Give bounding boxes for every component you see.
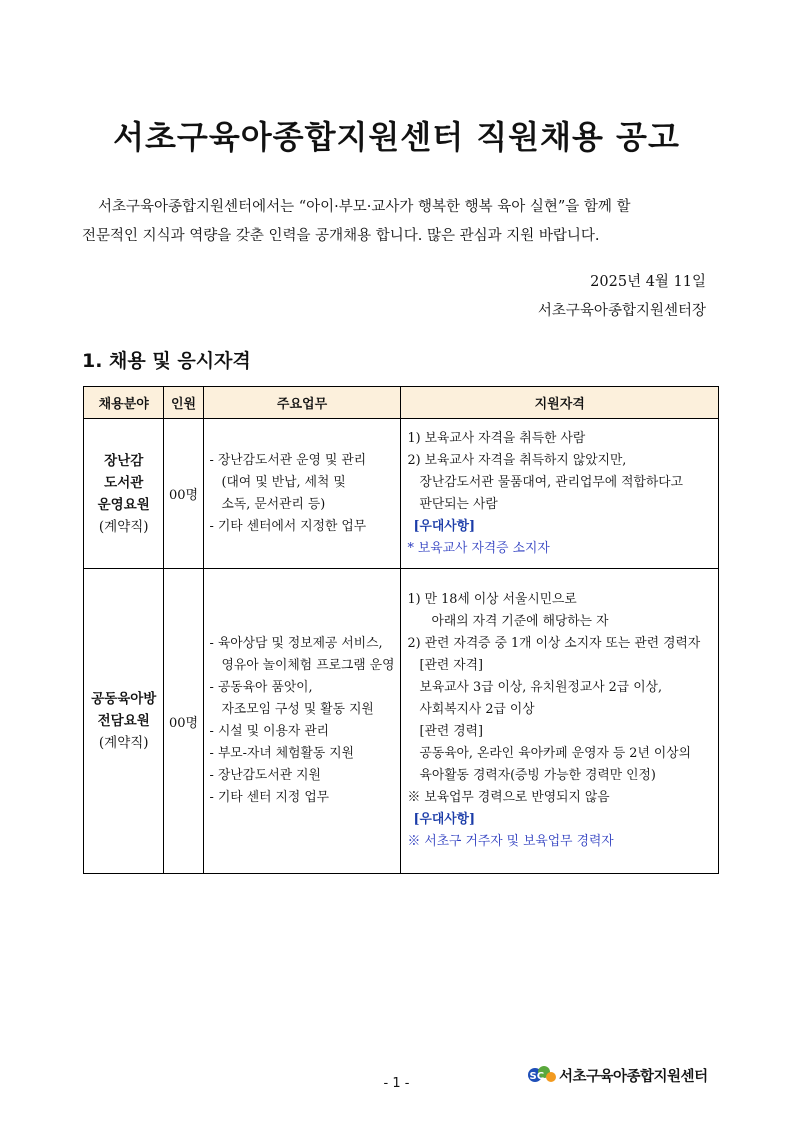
qualification-line: 육아활동 경력자(증빙 가능한 경력만 인정) xyxy=(419,768,656,783)
qualification-line: 사회복지사 2급 이상 xyxy=(419,702,535,717)
preference-item: ※ 서초구 거주자 및 보육업무 경력자 xyxy=(407,834,614,849)
recruitment-table xyxy=(83,386,719,874)
field-cell xyxy=(84,419,164,569)
duty-line: 소독, 문서관리 등) xyxy=(221,496,326,512)
intro-line-2: 전문적인 지식과 역량을 갖춘 인력을 공개채용 합니다. 많은 관심과 지원 바랍니다. xyxy=(82,228,600,244)
duties-cell xyxy=(203,569,401,874)
header-field: 채용분야 xyxy=(84,387,164,419)
qualification-line: 2) 관련 자격증 중 1개 이상 소지자 또는 관련 경력자 xyxy=(407,636,701,651)
duty-line: - 육아상담 및 정보제공 서비스, xyxy=(209,636,383,651)
issuer: 서초구육아종합지원센터장 xyxy=(537,303,706,319)
preference-heading: [우대사항] xyxy=(413,518,476,534)
qualification-line: 판단되는 사람 xyxy=(419,496,498,512)
duty-line: - 장난감도서관 지원 xyxy=(209,768,321,783)
field-name-line: 전담요원 xyxy=(97,713,150,729)
qualification-line: ※ 보육업무 경력으로 반영되지 않음 xyxy=(407,790,610,805)
preference-heading: [우대사항] xyxy=(413,812,476,827)
table-row xyxy=(84,419,719,569)
header-duties: 주요업무 xyxy=(203,387,401,419)
field-name-line: 운영요원 xyxy=(97,496,150,513)
table-header-row xyxy=(84,387,719,419)
count-cell: 00명 xyxy=(164,569,203,874)
duty-line: - 부모-자녀 체험활동 지원 xyxy=(209,746,355,761)
duty-line: - 시설 및 이용자 관리 xyxy=(209,724,330,739)
field-name-line: 공동육아방 xyxy=(91,691,157,707)
header-qualification: 지원자격 xyxy=(401,387,719,419)
field-name-line: 도서관 xyxy=(104,474,144,491)
center-logo xyxy=(527,1064,708,1086)
duty-line: - 장난감도서관 운영 및 관리 xyxy=(209,452,367,468)
duty-line: - 공동육아 품앗이, xyxy=(209,680,313,695)
duty-line: - 기타 센터에서 지정한 업무 xyxy=(209,518,367,534)
duty-line: 영유아 놀이체험 프로그램 운영 xyxy=(221,658,395,673)
center-logo-mark-icon xyxy=(527,1064,557,1086)
intro-paragraph xyxy=(82,193,712,251)
duties-cell xyxy=(203,419,401,569)
qualification-line: 아래의 자격 기준에 해당하는 자 xyxy=(431,614,609,629)
field-type: (계약직) xyxy=(98,735,149,751)
intro-line-1: 서초구육아종합지원센터에서는 “아이·부모·교사가 행복한 행복 육아 실현”을 함께 할 xyxy=(98,199,631,215)
duty-line: - 기타 센터 지정 업무 xyxy=(209,790,330,805)
page-title: 서초구육아종합지원센터 직원채용 공고 xyxy=(113,118,680,156)
logo-text: 서초구육아종합지원센터 xyxy=(559,1068,708,1085)
preference-item: * 보육교사 자격증 소지자 xyxy=(407,540,550,556)
qualification-line: 2) 보육교사 자격을 취득하지 않았지만, xyxy=(407,452,627,468)
qualification-line: 공동육아, 온라인 육아카페 운영자 등 2년 이상의 xyxy=(419,746,691,761)
duty-line: (대여 및 반납, 세척 및 xyxy=(221,474,346,490)
qualification-line: 장난감도서관 물품대여, 관리업무에 적합하다고 xyxy=(419,474,683,490)
logo-mark-letters: SC xyxy=(529,1071,545,1082)
announcement-date: 2025년 4월 11일 xyxy=(590,274,706,290)
duty-line: 자조모임 구성 및 활동 지원 xyxy=(221,702,374,717)
page-number: - 1 - xyxy=(383,1076,410,1091)
qualification-cell xyxy=(401,419,719,569)
count-cell: 00명 xyxy=(164,419,203,569)
section-heading: 1. 채용 및 응시자격 xyxy=(82,350,251,372)
qualification-cell xyxy=(401,569,719,874)
qualification-line: 1) 보육교사 자격을 취득한 사람 xyxy=(407,430,586,446)
qualification-line: [관련 경력] xyxy=(419,724,483,739)
header-count: 인원 xyxy=(164,387,203,419)
table-row xyxy=(84,569,719,874)
qualification-line: 보육교사 3급 이상, 유치원정교사 2급 이상, xyxy=(419,680,663,695)
date-block xyxy=(538,268,706,326)
qualification-line: [관련 자격] xyxy=(419,658,483,673)
qualification-line: 1) 만 18세 이상 서울시민으로 xyxy=(407,592,577,607)
field-cell xyxy=(84,569,164,874)
field-type: (계약직) xyxy=(98,518,149,535)
field-name-line: 장난감 xyxy=(104,452,144,469)
